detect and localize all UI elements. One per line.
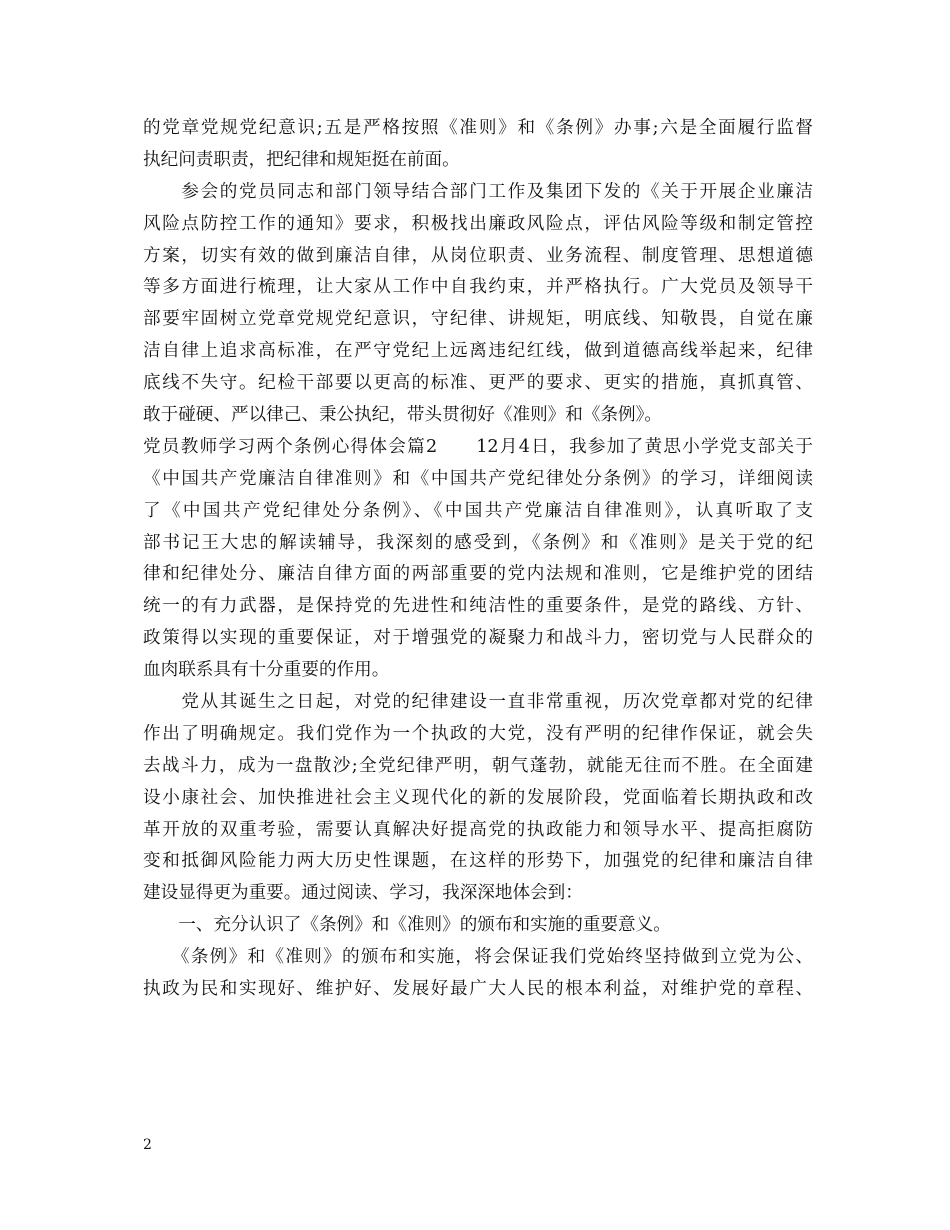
text-line: 党员教师学习两个条例心得体会篇2 12月4日，我参加了黄思小学党支部关于 [143, 436, 813, 457]
text-line: 建设显得更为重要。通过阅读、学习，我深深地体会到： [143, 883, 583, 904]
text-line: 变和抵御风险能力两大历史性课题，在这样的形势下，加强党的纪律和廉洁自律 [143, 851, 813, 872]
text-line: 设小康社会、加快推进社会主义现代化的新的发展阶段，党面临着长期执政和改 [143, 787, 813, 808]
text-line: 党从其诞生之日起，对党的纪律建设一直非常重视，历次党章都对党的纪律 [143, 692, 813, 713]
text-line: 革开放的双重考验，需要认真解决好提高党的执政能力和领导水平、提高拒腐防 [143, 819, 813, 840]
text-line: 等多方面进行梳理，让大家从工作中自我约束，并严格执行。广大党员及领导干 [143, 277, 813, 298]
text-line: 执纪问责职责，把纪律和规矩挺在前面。 [143, 149, 460, 170]
text-line: 部书记王大忠的解读辅导，我深刻的感受到，《条例》和《准则》是关于党的纪 [143, 532, 813, 553]
text-line: 风险点防控工作的通知》要求，积极找出廉政风险点，评估风险等级和制定管控 [143, 213, 813, 234]
text-line: 了《中国共产党纪律处分条例》、《中国共产党廉洁自律准则》，认真听取了支 [143, 500, 813, 521]
text-line: 律和纪律处分、廉洁自律方面的两部重要的党内法规和准则，它是维护党的团结 [143, 564, 813, 585]
text-line: 《条例》和《准则》的颁布和实施，将会保证我们党始终坚持做到立党为公、 [143, 947, 813, 968]
text-line: 底线不失守。纪检干部要以更高的标准、更严的要求、更实的措施，真抓真管、 [143, 373, 813, 394]
text-line: 敢于碰硬、严以律己、秉公执纪，带头贯彻好《准则》和《条例》。 [143, 405, 663, 426]
text-line: 洁自律上追求高标准，在严守党纪上远离违纪红线，做到道德高线举起来，纪律 [143, 341, 813, 362]
body-text [143, 113, 813, 1006]
text-line: 执政为民和实现好、维护好、发展好最广大人民的根本利益，对维护党的章程、 [143, 979, 813, 1000]
text-line: 《中国共产党廉洁自律准则》和《中国共产党纪律处分条例》的学习，详细阅读 [143, 468, 813, 489]
text-line: 方案，切实有效的做到廉洁自律，从岗位职责、业务流程、制度管理、思想道德 [143, 245, 813, 266]
text-line: 统一的有力武器，是保持党的先进性和纯洁性的重要条件，是党的路线、方针、 [143, 596, 813, 617]
text-line: 的党章党规党纪意识;五是严格按照《准则》和《条例》办事;六是全面履行监督 [143, 118, 813, 138]
page-number: 2 [143, 1137, 152, 1153]
text-line: 血肉联系具有十分重要的作用。 [143, 660, 390, 681]
text-line: 政策得以实现的重要保证，对于增强党的凝聚力和战斗力，密切党与人民群众的 [143, 628, 813, 649]
text-line: 部要牢固树立党章党规党纪意识，守纪律、讲规矩，明底线、知敬畏，自觉在廉 [143, 309, 813, 330]
text-line: 参会的党员同志和部门领导结合部门工作及集团下发的《关于开展企业廉洁 [143, 181, 813, 202]
text-line: 作出了明确规定。我们党作为一个执政的大党，没有严明的纪律作保证，就会失 [143, 723, 813, 744]
text-line: 去战斗力，成为一盘散沙;全党纪律严明，朝气蓬勃，就能无往而不胜。在全面建 [143, 755, 813, 776]
text-line: 一、充分认识了《条例》和《准则》的颁布和实施的重要意义。 [143, 915, 671, 936]
